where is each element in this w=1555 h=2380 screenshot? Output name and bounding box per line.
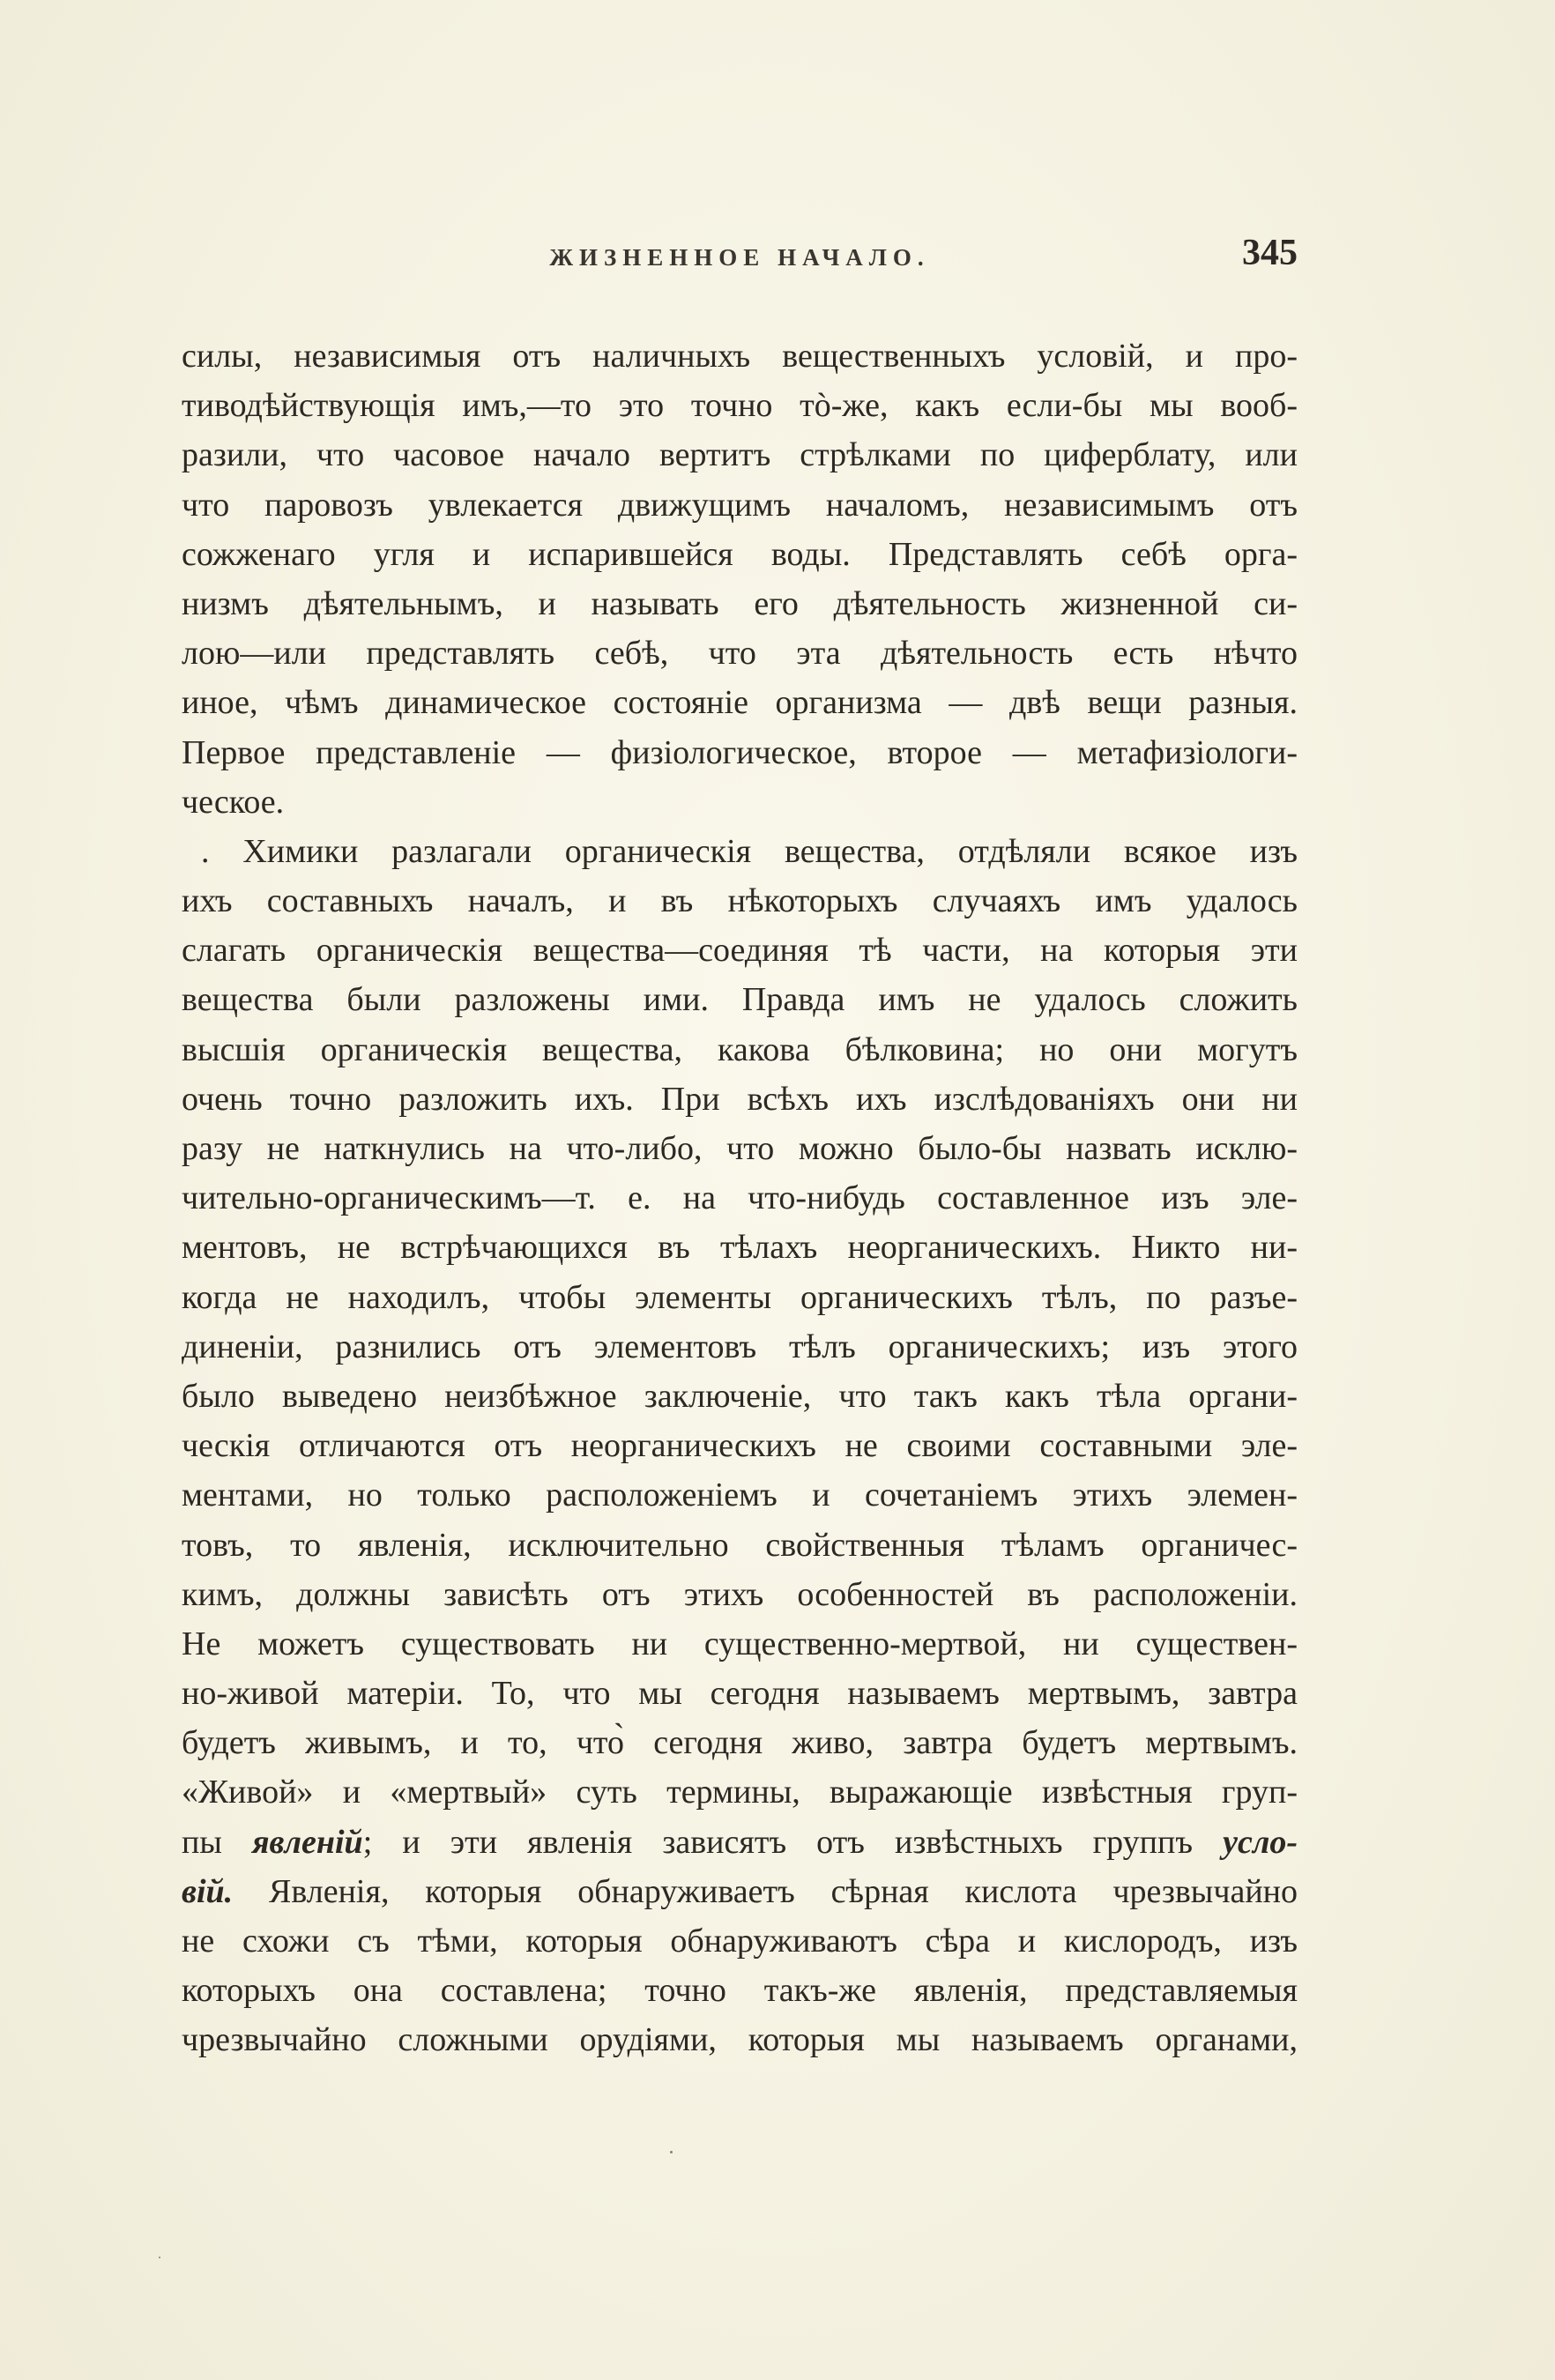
text-line: ментами, но только расположеніемъ и сочетаніемъ этихъ элемен- [182,1476,1298,1514]
paper-speck [670,2151,673,2153]
text-line-emphasis [182,1818,1298,1867]
emphasized-word: вій. [182,1872,234,1910]
paper-speck [159,2257,160,2258]
text-line: диненіи, разнились отъ элементовъ тѣлъ органическихъ; изъ этого [182,1328,1298,1365]
text-run: Явленія, которыя обнаруживаетъ сѣрная кислота чрезвычайно [233,1872,1298,1910]
running-title: ЖИЗНЕННОЕ НАЧАЛО. [549,244,930,271]
text-line: чрезвычайно сложными орудіями, которыя мы называемъ органами, [182,2021,1298,2059]
text-line: Первое представленіе — физіологическое, второе — метафизіологи- [182,733,1298,771]
text-line: ческое. [182,783,285,821]
text-line: . Химики разлагали органическія вещества, отдѣляли всякое изъ [201,832,1298,870]
text-line: которыхъ она составлена; точно такъ-же явленія, представляемыя [182,1972,1298,2010]
text-line: товъ, то явленія, исключительно свойственныя тѣламъ органичес- [182,1526,1298,1564]
text-line: ихъ составныхъ началъ, и въ нѣкоторыхъ случаяхъ имъ удалось [182,882,1298,920]
text-line: что паровозъ увлекается движущимъ началомъ, независимымъ отъ [182,486,1298,524]
text-run: пы [182,1823,252,1861]
text-line: сожженаго угля и испарившейся воды. Представлять себѣ орга- [182,535,1298,573]
text-line: иное, чѣмъ динамическое состояніе организма — двѣ вещи разныя. [182,684,1298,722]
text-line: будетъ живымъ, и то, что̀ сегодня живо, завтра будетъ мертвымъ. [182,1724,1298,1762]
page-header [182,225,1298,286]
text-line: «Живой» и «мертвый» суть термины, выражающіе извѣстныя груп- [182,1774,1298,1811]
text-line: не схожи съ тѣми, которыя обнаруживаютъ сѣра и кислородъ, изъ [182,1923,1298,1960]
text-line: когда не находилъ, чтобы элементы органическихъ тѣлъ, по разъе- [182,1278,1298,1316]
text-line: было выведено неизбѣжное заключеніе, что такъ какъ тѣла органи- [182,1377,1298,1415]
text-line: вещества были разложены ими. Правда имъ не удалось сложить [182,981,1298,1019]
text-line: слагать органическія вещества—соединяя тѣ части, на которыя эти [182,932,1298,970]
emphasized-word: явленій [251,1823,363,1861]
text-run: ; и эти явленія зависятъ отъ извѣстныхъ группъ [362,1823,1224,1861]
text-line: силы, независимыя отъ наличныхъ вещественныхъ условій, и про- [182,338,1298,375]
text-line: высшія органическія вещества, какова бѣлковина; но они могутъ [182,1030,1298,1068]
text-line: Не можетъ существовать ни существенно-мертвой, ни существен- [182,1625,1298,1662]
text-line: чительно-органическимъ—т. е. на что-нибудь составленное изъ эле- [182,1179,1298,1217]
text-line: ментовъ, не встрѣчающихся въ тѣлахъ неорганическихъ. Никто ни- [182,1229,1298,1267]
emphasized-word: усло- [1223,1823,1298,1861]
text-line: ческія отличаются отъ неорганическихъ не своими составными эле- [182,1427,1298,1465]
body-text [182,331,1298,2065]
text-line: низмъ дѣятельнымъ, и называть его дѣятельность жизненной си- [182,584,1298,622]
text-line: но-живой матеріи. То, что мы сегодня называемъ мертвымъ, завтра [182,1675,1298,1713]
text-line: кимъ, должны зависѣть отъ этихъ особенностей въ расположеніи. [182,1575,1298,1613]
text-line: тиводѣйствующія имъ,—то это точно тò-же, какъ если-бы мы вооб- [182,387,1298,425]
text-line: лою—или представлять себѣ, что эта дѣятельность есть нѣчто [182,635,1298,673]
text-line: очень точно разложить ихъ. При всѣхъ ихъ изслѣдованіяхъ они ни [182,1080,1298,1118]
page-number: 345 [1242,233,1298,273]
text-line: разу не наткнулись на что-либо, что можно было-бы назвать исклю- [182,1130,1298,1167]
text-line-emphasis [182,1867,1298,1916]
text-line: разили, что часовое начало вертитъ стрѣлками по циферблату, или [182,436,1298,474]
